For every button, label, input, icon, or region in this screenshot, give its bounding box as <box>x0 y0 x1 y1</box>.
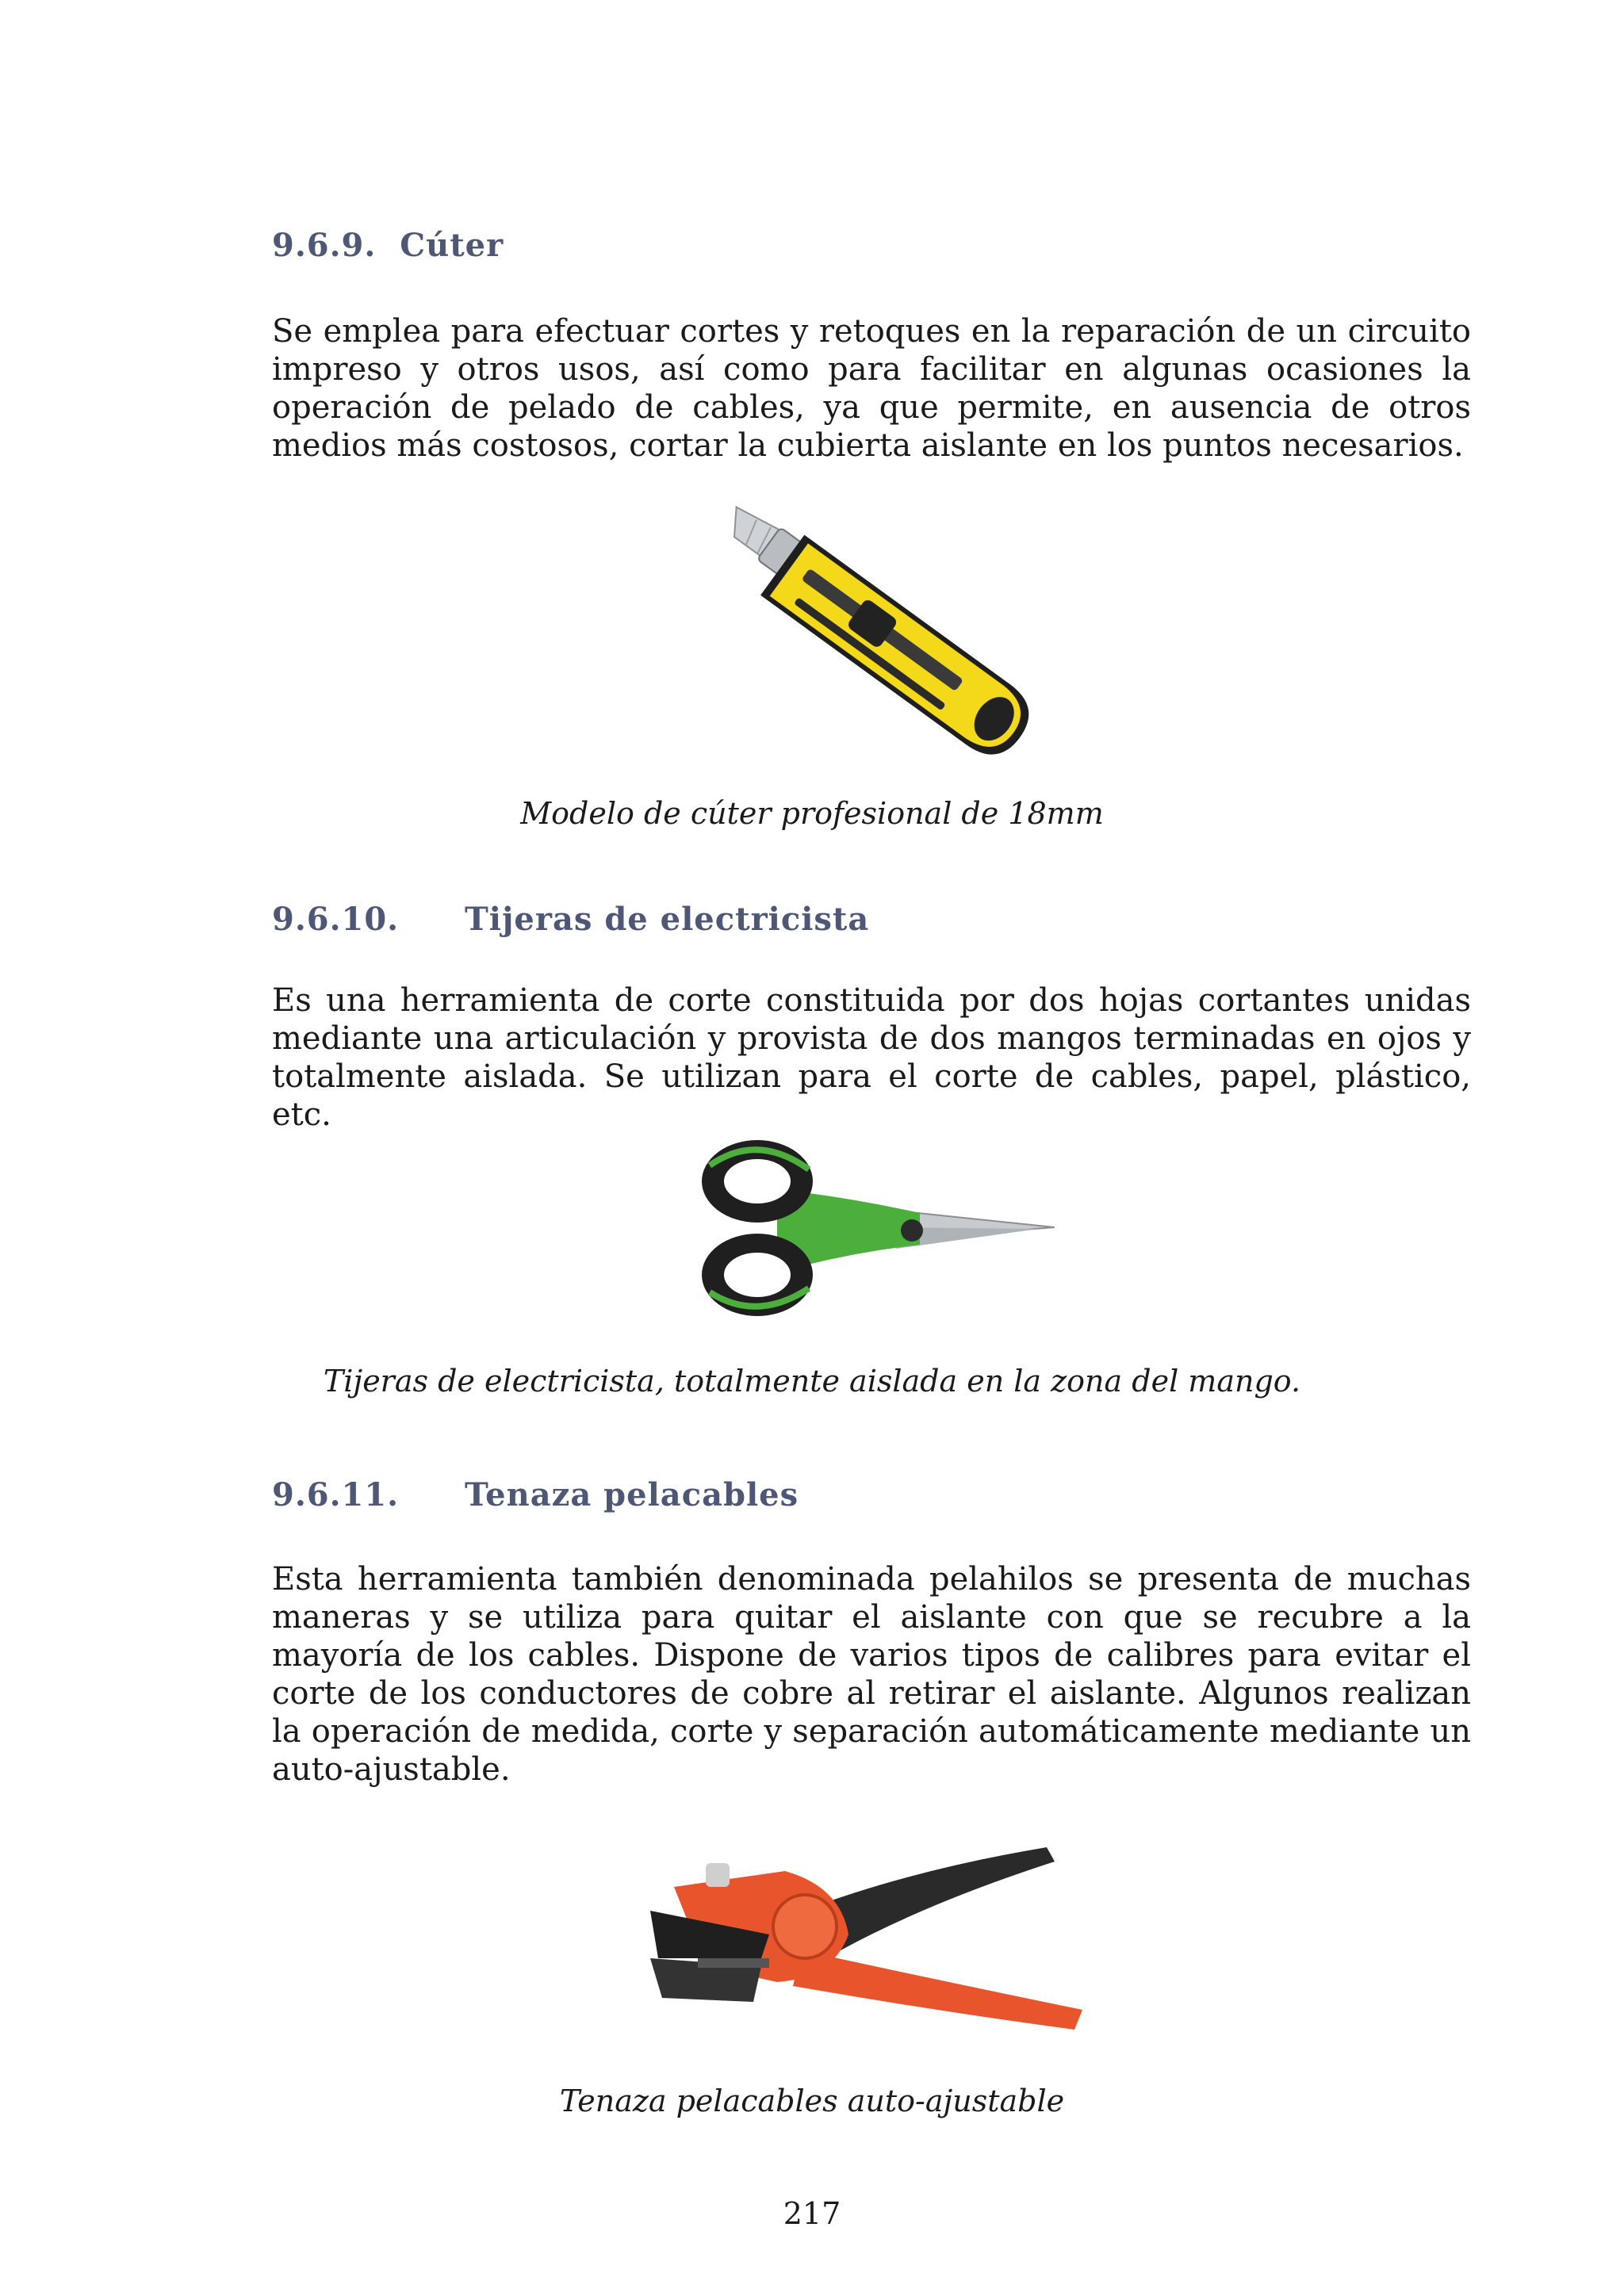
caption-tenaza: Tenaza pelacables auto-ajustable <box>559 2084 1065 2118</box>
scissors-illustration <box>690 1134 1055 1324</box>
wire-stripper-illustration <box>642 1839 1094 2038</box>
section-heading-cuter <box>272 227 504 264</box>
caption-tijeras: Tijeras de electricista, totalmente aislada en la zona del mango. <box>323 1364 1301 1399</box>
section-title: Cúter <box>400 227 504 264</box>
section-heading-tijeras <box>272 901 869 938</box>
wire-stripper-image <box>642 1839 1094 2038</box>
section-title: Tijeras de electricista <box>465 901 870 938</box>
section-heading-tenaza <box>272 1476 799 1513</box>
section-number: 9.6.10. <box>272 901 400 938</box>
section-number: 9.6.11. <box>272 1476 400 1513</box>
section-title: Tenaza pelacables <box>465 1476 799 1513</box>
section-body-cuter: Se emplea para efectuar cortes y retoques en la reparación de un circuito impreso y otros usos, así como para facilitar en algunas ocasiones la operación de pelado de cables, ya que permite, en ausencia de otros medios más costosos, cortar la cubierta aislante en los puntos necesarios. <box>272 313 1471 464</box>
section-number: 9.6.9. <box>272 227 377 264</box>
scissors-image <box>690 1134 1055 1324</box>
cutter-image <box>682 492 1063 769</box>
page-number: 217 <box>783 2196 841 2231</box>
caption-cuter: Modelo de cúter profesional de 18mm <box>520 796 1104 831</box>
section-body-tijeras: Es una herramienta de corte constituida por dos hojas cortantes unidas mediante una articulación y provista de dos mangos terminadas en ojos y totalmente aislada. Se utilizan para el corte de cables, papel, plástico, etc. <box>272 982 1471 1133</box>
section-body-tenaza: Esta herramienta también denominada pelahilos se presenta de muchas maneras y se utiliza para quitar el aislante con que se recubre a la mayoría de los cables. Dispone de varios tipos de calibres para evitar el corte de los conductores de cobre al retirar el aislante. Algunos realizan la operación de medida, corte y separación automáticamente mediante un auto-ajustable. <box>272 1561 1471 1788</box>
cutter-illustration <box>682 492 1063 769</box>
